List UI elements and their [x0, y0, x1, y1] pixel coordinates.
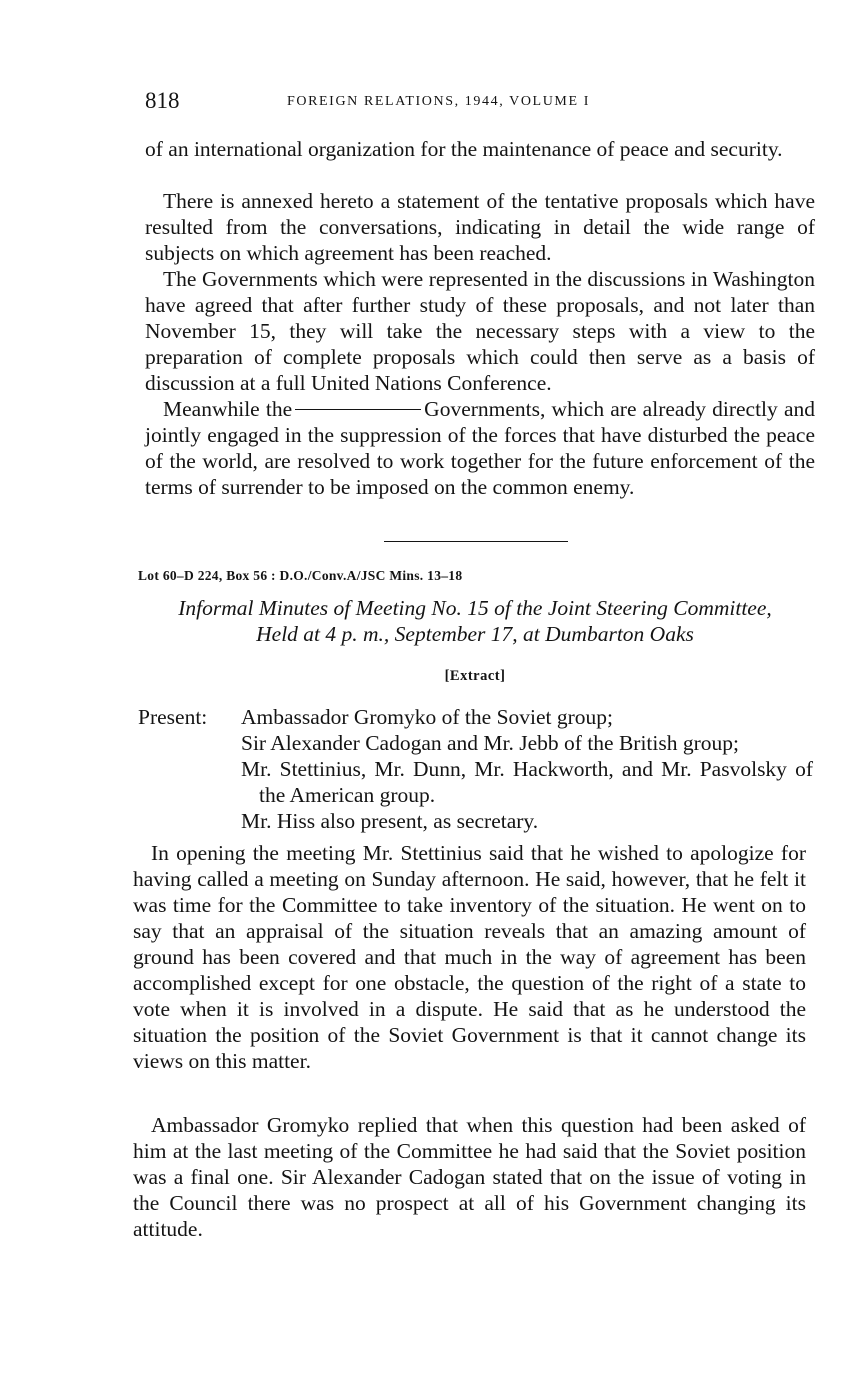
paragraph-gromyko-reply: Ambassador Gromyko replied that when this question had been asked of him at the last meeting of the Committee he had said that the Soviet position was a final one. Sir Alexander Cadogan stated that on the issue of voting in the Council there was no prospect at all of his Government changing its attitude.	[133, 1113, 806, 1241]
section-divider	[384, 541, 568, 542]
present-item: Sir Alexander Cadogan and Mr. Jebb of the British group;	[241, 731, 740, 755]
document-title	[138, 595, 812, 647]
document-title-line-2: Held at 4 p. m., September 17, at Dumbarton Oaks	[256, 622, 694, 646]
present-item: Mr. Stettinius, Mr. Dunn, Mr. Hackworth, and Mr. Pasvolsky of the American group.	[241, 757, 813, 807]
paragraph-meanwhile-lead: Meanwhile the	[163, 397, 293, 421]
running-head: FOREIGN RELATIONS, 1944, VOLUME I	[287, 94, 590, 109]
extract-label: [Extract]	[444, 668, 506, 684]
source-note: Lot 60–D 224, Box 56 : D.O./Conv.A/JSC Mins. 13–18	[138, 568, 463, 583]
paragraph-annex-statement: There is annexed hereto a statement of the tentative proposals which have resulted from the conversations, indicating in detail the wide range of subjects on which agreement has been reached.	[145, 189, 815, 265]
present-item: Mr. Hiss also present, as secretary.	[241, 809, 539, 833]
paragraph-continuation: of an international organization for the maintenance of peace and security.	[145, 137, 783, 161]
paragraph-stettinius-opening: In opening the meeting Mr. Stettinius said that he wished to apologize for having called a meeting on Sunday afternoon. He said, however, that he felt it was time for the Committee to take inventory of the situation. He went on to say that an appraisal of the situation reveals that an amazing amount of ground has been covered and that much in the way of agreement has been accomplished except for one obstacle, the question of the right of a state to vote when it is involved in a dispute. He said that as he understood the situation the position of the Soviet Government is that it cannot change its views on this matter.	[133, 841, 806, 1073]
page-number: 818	[145, 88, 180, 113]
page-header	[145, 88, 815, 118]
paragraph-meanwhile-rest: Governments, which are already directly and jointly engaged in the suppression of the forces that have disturbed the peace of the world, are resolved to work together for the future enforcement of the terms of surrender to be imposed on the common enemy.	[145, 397, 815, 499]
document-title-line-1: Informal Minutes of Meeting No. 15 of the Joint Steering Committee,	[178, 596, 772, 620]
present-item: Ambassador Gromyko of the Soviet group;	[241, 705, 614, 729]
paragraph-meanwhile	[145, 396, 815, 500]
present-label: Present:	[138, 705, 208, 729]
present-list	[241, 704, 813, 834]
paragraph-governments-agreement: The Governments which were represented in the discussions in Washington have agreed that after further study of these proposals, and not later than November 15, they will take the necessary steps with a view to the preparation of complete proposals which could then serve as a basis of discussion at a full United Nations Conference.	[145, 267, 815, 395]
blank-line	[295, 409, 421, 410]
